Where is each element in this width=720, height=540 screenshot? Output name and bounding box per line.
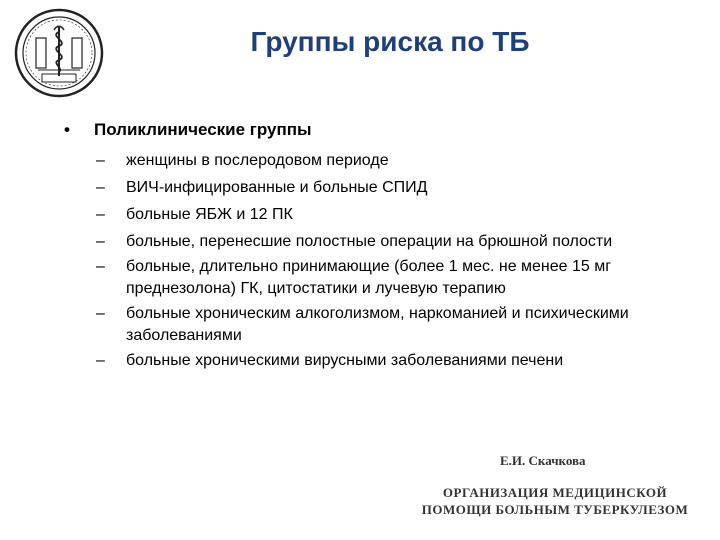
list-item: – больные хроническим алкоголизмом, наркоманией и психическими заболеваниями (96, 305, 629, 344)
book-title-line-1: ОРГАНИЗАЦИЯ МЕДИЦИНСКОЙ (442, 485, 668, 500)
author-name: Е.И. Скачкова (500, 453, 586, 468)
list-item: – больные, длительно принимающие (более 1 мес. не менее 15 мг преднезолона) ГК, цитостатики и лучевую терапию (96, 258, 612, 297)
list-item: – больные хроническими вирусными заболеваниями печени (96, 352, 564, 369)
list-item: – ВИЧ-инфицированные и больные СПИД (96, 179, 428, 196)
book-title-line-2: ПОМОЩИ БОЛЬНЫМ ТУБЕРКУЛЕЗОМ (421, 502, 689, 517)
book-title (410, 484, 700, 518)
list-item: – больные ЯБЖ и 12 ПК (96, 206, 293, 223)
list-item: – больные, перенесшие полостные операции на брюшной полости (96, 233, 613, 250)
risk-group-list (96, 150, 666, 375)
bullet-item (64, 120, 312, 140)
list-item: – женщины в послеродовом периоде (96, 152, 389, 169)
slide-title: Группы риска по ТБ (250, 26, 530, 57)
institution-seal-icon (14, 8, 104, 98)
bullet-marker: • (64, 120, 70, 139)
bullet-label: Поликлинические группы (94, 120, 312, 139)
